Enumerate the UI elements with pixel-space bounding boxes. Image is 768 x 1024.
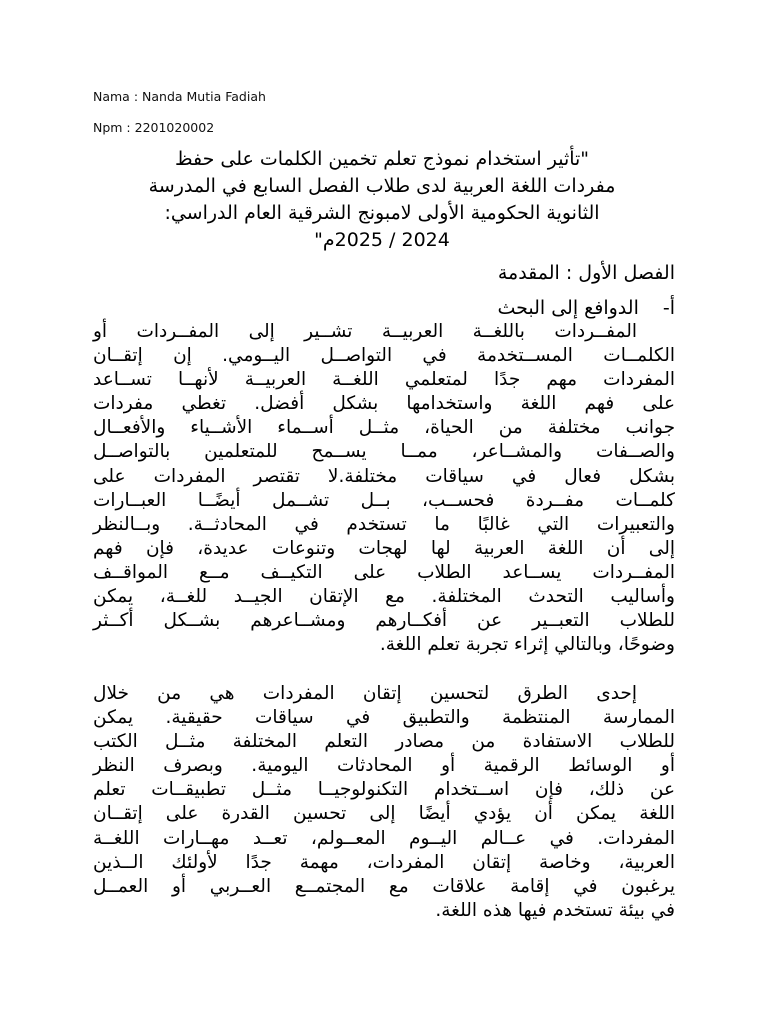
section-heading [497, 295, 675, 322]
paragraph-line: والتعبيرات التي غالبًا ما تستخدم في المحادثــة. وبــالنظر [93, 513, 675, 535]
title-line: 2024 / 2025م" [314, 229, 450, 251]
paragraph-line: المفردات مهم جدًا لمتعلمي اللغــة العربيــة لأنهــا تســاعد [93, 369, 675, 391]
paragraph-line: اللغة يمكن أن يؤدي أيضًا إلى تحسين القدرة على إتقــان [93, 803, 675, 825]
paragraph-motivation [93, 320, 675, 657]
paragraph-line: بشكل فعال في سياقات مختلفة.لا تقتصر المفردات على [93, 465, 675, 487]
student-id-number: Npm : 2201020002 [93, 120, 215, 135]
chapter-heading: الفصل الأول : المقدمة [497, 262, 675, 284]
paragraph-line: إلى أن اللغة العربية لها لهجات وتنوعات عديدة، فإن فهم [93, 537, 675, 559]
paragraph-line: وضوحًا، وبالتالي إثراء تجربة تعلم اللغة. [379, 634, 675, 656]
paragraph-line: جوانب مختلفة من الحياة، مثــل أســماء الأشــياء والأفعــال [93, 417, 675, 439]
paragraph-line: أو الوسائط الرقمية أو المحادثات اليومية. وبصرف النظر [93, 755, 675, 777]
paragraph-improving-vocabulary [93, 682, 675, 923]
paragraph-line: للطلاب الاستفادة من مصادر التعلم المختلفة مثــل الكتب [93, 731, 675, 753]
section-heading-text: الدوافع إلى البحث [497, 297, 639, 319]
paragraph-line: في بيئة تستخدم فيها هذه اللغة. [435, 899, 675, 921]
paragraph-line: المفردات. في عــالم اليــوم المعــولم، تعــد مهــارات اللغــة [93, 827, 675, 849]
paragraph-line: وأساليب التحدث المختلفة. مع الإتقان الجيــد للغــة، يمكن [93, 586, 675, 608]
paragraph-line: إحدى الطرق لتحسين إتقان المفردات هي من خلال [93, 683, 637, 704]
title-line: "تأثير استخدام نموذج تعلم تخمين الكلمات على حفظ [174, 148, 590, 170]
paragraph-line: الممارسة المنتظمة والتطبيق في سياقات حقيقية. يمكن [93, 707, 675, 729]
paragraph-line: الكلمــات المســتخدمة في التواصــل اليــومي. إن إتقــان [93, 345, 675, 367]
document-title [90, 146, 674, 254]
paragraph-line: المفــردات يســاعد الطلاب على التكيــف مــع المواقــف [93, 561, 675, 583]
title-line: مفردات اللغة العربية لدى طلاب الفصل السابع في المدرسة [148, 175, 616, 197]
paragraph-line: المفــردات باللغــة العربيــة تشــير إلى المفــردات أو [93, 321, 637, 342]
paragraph-line: على فهم اللغة واستخدامها بشكل أفضل. تغطي مفردات [93, 393, 675, 415]
paragraph-line: للطلاب التعبــير عن أفكــارهم ومشــاعرهم بشــكل أكــثر [93, 610, 675, 632]
paragraph-line: العربية، وخاصة إتقان المفردات، مهمة جدًا لأولئك الــذين [93, 851, 675, 873]
student-name: Nama : Nanda Mutia Fadiah [93, 89, 266, 104]
title-line: الثانوية الحكومية الأولى لامبونج الشرقية العام الدراسي: [164, 202, 600, 224]
section-marker: أ- [662, 297, 675, 319]
paragraph-line: كلمــات مفــردة فحســب، بــل تشــمل أيضًــا العبــارات [93, 489, 675, 511]
paragraph-line: عن ذلك، فإن اســتخدام التكنولوجيــا مثــل تطبيقــات تعلم [93, 779, 675, 801]
paragraph-line: يرغبون في إقامة علاقات مع المجتمــع العــربي أو العمــل [93, 875, 675, 897]
paragraph-line: والصــفات والمشــاعر، ممــا يســمح للمتعلمين بالتواصــل [93, 441, 675, 463]
